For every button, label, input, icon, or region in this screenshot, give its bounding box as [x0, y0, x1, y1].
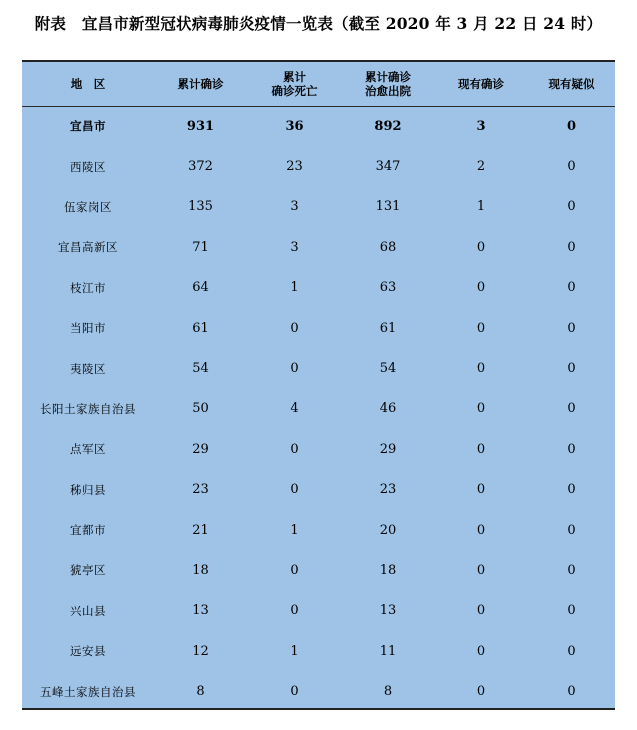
- cell-cumulative-recovered: 131: [375, 199, 401, 215]
- cell-region: 点军区: [70, 442, 106, 457]
- header-region: 地 区: [22, 62, 154, 106]
- cell-cumulative-confirmed: 135: [188, 199, 213, 215]
- cell-current-confirmed: 0: [476, 562, 486, 578]
- cell-cumulative-recovered: 68: [379, 239, 397, 255]
- cell-cumulative-recovered: 63: [379, 280, 397, 296]
- header-row: [22, 62, 615, 106]
- cell-region: 宜都市: [70, 523, 106, 538]
- cell-cumulative-recovered: 29: [379, 441, 397, 457]
- cell-region: 伍家岗区: [64, 199, 112, 214]
- cell-cumulative-deaths: 0: [290, 361, 299, 377]
- cell-current-confirmed: 0: [476, 441, 486, 457]
- cell-cumulative-recovered: 20: [379, 522, 397, 538]
- cell-current-suspected: 0: [567, 684, 576, 700]
- cell-current-confirmed: 0: [476, 643, 486, 659]
- cell-current-confirmed: 0: [476, 361, 486, 377]
- table-row: [22, 146, 615, 186]
- cell-current-suspected: 0: [567, 643, 576, 659]
- cell-current-confirmed: 0: [476, 684, 486, 700]
- cell-cumulative-recovered: 11: [379, 643, 397, 659]
- cell-current-confirmed: 2: [476, 159, 486, 175]
- cell-cumulative-confirmed: 18: [192, 562, 209, 578]
- cell-region: 秭归县: [70, 482, 106, 497]
- cell-current-confirmed: 0: [476, 280, 486, 296]
- cell-cumulative-confirmed: 50: [192, 401, 209, 417]
- table-row: [22, 429, 615, 469]
- cell-cumulative-confirmed: 12: [192, 643, 209, 659]
- cell-region: 远安县: [70, 644, 106, 659]
- cell-region: 长阳土家族自治县: [40, 401, 136, 416]
- page-title: 附表 宜昌市新型冠状病毒肺炎疫情一览表（截至 2020 年 3 月 22 日 24 时）: [34, 14, 603, 33]
- header-cumulative-deaths: 累计 确诊死亡: [247, 62, 342, 106]
- cell-current-confirmed: 0: [476, 603, 486, 619]
- table-row: [22, 631, 615, 671]
- header-cumulative-recovered: 累计确诊 治愈出院: [342, 62, 434, 106]
- table-row: [22, 550, 615, 590]
- cell-cumulative-confirmed: 372: [188, 159, 213, 175]
- cell-cumulative-deaths: 0: [290, 482, 299, 498]
- cell-cumulative-confirmed: 64: [192, 280, 209, 296]
- cell-cumulative-confirmed: 61: [192, 320, 209, 336]
- table-row: [22, 268, 615, 308]
- cell-current-suspected: 0: [567, 199, 576, 215]
- cell-region: 枝江市: [70, 280, 106, 295]
- cell-cumulative-deaths: 23: [286, 159, 303, 175]
- cell-cumulative-deaths: 3: [290, 199, 299, 215]
- cell-cumulative-confirmed: 21: [192, 522, 209, 538]
- cell-cumulative-deaths: 0: [290, 684, 299, 700]
- cell-current-suspected: 0: [567, 441, 576, 457]
- table-row: [22, 227, 615, 267]
- cell-cumulative-confirmed: 29: [192, 441, 209, 457]
- cell-cumulative-recovered: 18: [379, 562, 397, 578]
- cell-cumulative-confirmed: 71: [192, 239, 209, 255]
- cell-cumulative-deaths: 0: [290, 441, 299, 457]
- cell-current-suspected: 0: [567, 562, 576, 578]
- header-cumulative-confirmed: 累计确诊: [154, 62, 247, 106]
- cell-region: 夷陵区: [70, 361, 106, 376]
- cell-cumulative-recovered: 54: [379, 361, 397, 377]
- table-body: [22, 106, 615, 712]
- cell-current-confirmed: 3: [476, 118, 486, 134]
- cell-current-suspected: 0: [567, 320, 576, 336]
- cell-current-confirmed: 0: [476, 482, 486, 498]
- cell-region: 宜昌市: [70, 119, 106, 134]
- cell-cumulative-recovered: 23: [379, 482, 397, 498]
- cell-cumulative-deaths: 0: [290, 603, 299, 619]
- cell-cumulative-deaths: 1: [290, 280, 299, 296]
- cell-cumulative-deaths: 4: [290, 401, 299, 417]
- cell-current-suspected: 0: [567, 280, 576, 296]
- cell-region: 兴山县: [70, 603, 106, 618]
- table-row: [22, 348, 615, 388]
- table-row: [22, 470, 615, 510]
- cell-current-suspected: 0: [567, 159, 576, 175]
- cell-region: 当阳市: [70, 321, 106, 336]
- cell-current-confirmed: 0: [476, 239, 486, 255]
- table-row: [22, 106, 615, 146]
- epidemic-table-container: [22, 60, 615, 710]
- cell-cumulative-recovered: 892: [374, 118, 402, 134]
- cell-cumulative-deaths: 0: [290, 562, 299, 578]
- table-row: [22, 389, 615, 429]
- cell-cumulative-recovered: 61: [379, 320, 397, 336]
- cell-current-confirmed: 0: [476, 522, 486, 538]
- cell-cumulative-deaths: 1: [290, 643, 299, 659]
- table-row: [22, 671, 615, 711]
- cell-cumulative-confirmed: 54: [192, 361, 209, 377]
- table-row: [22, 591, 615, 631]
- cell-current-suspected: 0: [567, 239, 576, 255]
- table-row: [22, 187, 615, 227]
- header-current-suspected: 现有疑似: [528, 62, 615, 106]
- cell-current-suspected: 0: [567, 401, 576, 417]
- cell-current-suspected: 0: [567, 522, 576, 538]
- cell-cumulative-confirmed: 23: [192, 482, 209, 498]
- cell-cumulative-recovered: 347: [375, 159, 401, 175]
- cell-current-confirmed: 0: [476, 401, 486, 417]
- cell-current-suspected: 0: [567, 482, 576, 498]
- table-row: [22, 510, 615, 550]
- cell-region: 五峰土家族自治县: [40, 684, 136, 699]
- cell-cumulative-deaths: 36: [285, 118, 304, 134]
- cell-region: 猇亭区: [70, 563, 106, 578]
- cell-cumulative-recovered: 46: [379, 401, 397, 417]
- epidemic-table: [22, 62, 615, 712]
- header-current-confirmed: 现有确诊: [434, 62, 528, 106]
- table-row: [22, 308, 615, 348]
- cell-current-confirmed: 1: [476, 199, 486, 215]
- cell-cumulative-deaths: 0: [290, 320, 299, 336]
- cell-cumulative-deaths: 3: [290, 239, 299, 255]
- cell-cumulative-confirmed: 13: [192, 603, 209, 619]
- cell-region: 西陵区: [70, 159, 106, 174]
- cell-current-suspected: 0: [567, 361, 576, 377]
- cell-current-confirmed: 0: [476, 320, 486, 336]
- cell-current-suspected: 0: [567, 603, 576, 619]
- cell-cumulative-recovered: 8: [383, 684, 393, 700]
- cell-cumulative-confirmed: 8: [196, 684, 205, 700]
- cell-region: 宜昌高新区: [58, 240, 118, 255]
- cell-cumulative-confirmed: 931: [186, 118, 215, 134]
- cell-current-suspected: 0: [566, 118, 577, 134]
- cell-cumulative-deaths: 1: [290, 522, 299, 538]
- cell-cumulative-recovered: 13: [379, 603, 397, 619]
